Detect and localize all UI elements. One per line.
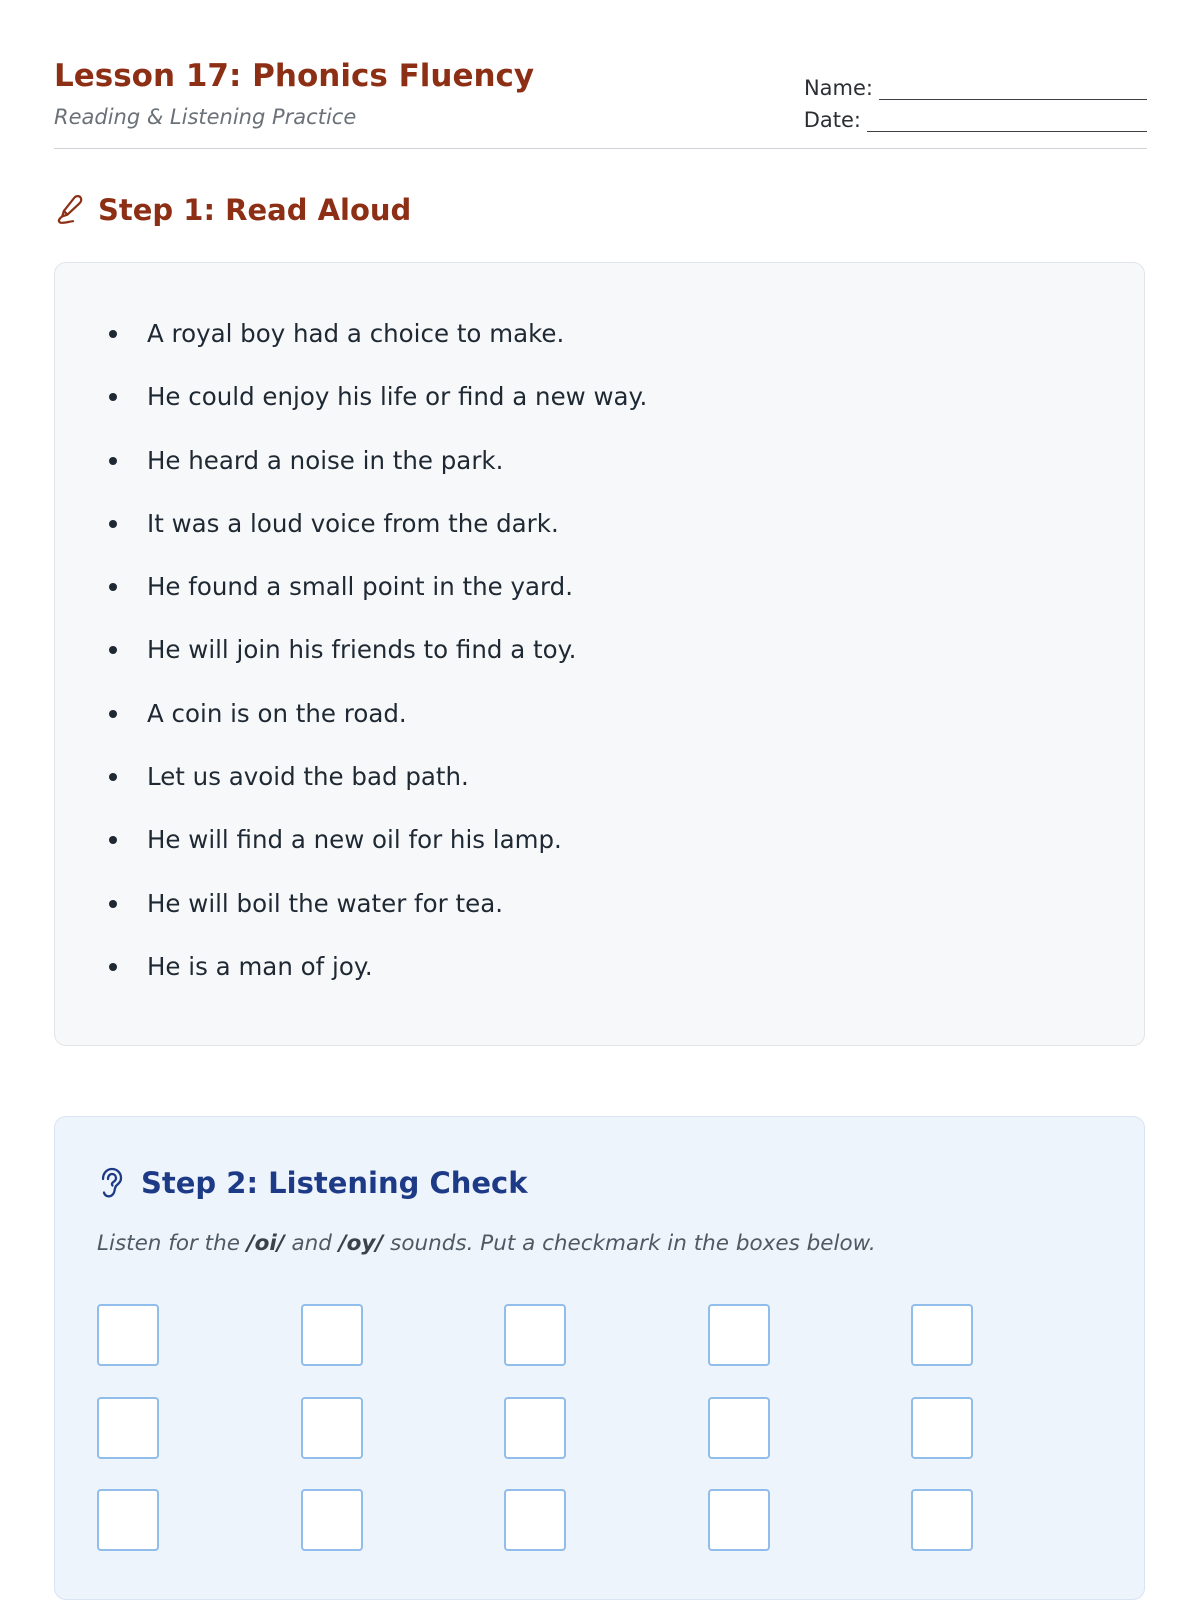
name-field[interactable]	[879, 73, 1147, 100]
sentence-text: He will join his friends to find a toy.	[147, 635, 577, 665]
instructions-text-3: sounds. Put a checkmark in the boxes below.	[383, 1231, 876, 1256]
student-info	[797, 68, 1147, 132]
checkbox[interactable]	[301, 1397, 363, 1459]
ear-icon	[97, 1166, 125, 1200]
sound-oi: /oi/	[246, 1231, 285, 1256]
sentence-text: He heard a noise in the park.	[147, 445, 504, 475]
read-aloud-panel	[54, 262, 1145, 1046]
date-label: Date:	[803, 108, 861, 132]
listening-instructions	[97, 1231, 876, 1256]
sound-oy: /oy/	[338, 1231, 384, 1256]
listening-check-panel	[54, 1116, 1145, 1600]
bullet-icon	[109, 457, 117, 465]
pen-icon	[54, 193, 84, 227]
checkbox[interactable]	[708, 1304, 770, 1366]
bullet-icon	[109, 710, 117, 718]
bullet-icon	[109, 963, 117, 971]
worksheet-header	[54, 0, 1147, 149]
sentence-text: It was a loud voice from the dark.	[147, 508, 559, 538]
sentence-text: He could enjoy his life or find a new way.	[147, 382, 648, 412]
sentence-text: He will find a new oil for his lamp.	[147, 825, 562, 855]
bullet-icon	[109, 900, 117, 908]
checkbox[interactable]	[301, 1304, 363, 1366]
checkbox[interactable]	[911, 1304, 973, 1366]
date-row	[797, 100, 1147, 132]
step2-title: Step 2: Listening Check	[141, 1166, 528, 1200]
instructions-text-2: and	[284, 1231, 339, 1256]
bullet-icon	[109, 393, 117, 401]
bullet-icon	[109, 773, 117, 781]
sentence-text: Let us avoid the bad path.	[147, 762, 469, 792]
name-row	[797, 68, 1147, 100]
checkbox[interactable]	[97, 1489, 159, 1551]
name-label: Name:	[803, 76, 873, 100]
checkbox[interactable]	[301, 1489, 363, 1551]
checkbox[interactable]	[708, 1397, 770, 1459]
sentence-text: A royal boy had a choice to make.	[147, 319, 565, 348]
checkbox-grid	[97, 1304, 997, 1562]
date-field[interactable]	[867, 105, 1147, 132]
worksheet-page	[54, 0, 1147, 1256]
bullet-icon	[109, 646, 117, 654]
lesson-title: Lesson 17: Phonics Fluency	[54, 58, 535, 94]
sentence-text: He found a small point in the yard.	[147, 572, 574, 602]
checkbox[interactable]	[708, 1489, 770, 1551]
checkbox[interactable]	[911, 1397, 973, 1459]
step1-heading	[54, 192, 411, 228]
checkbox[interactable]	[504, 1304, 566, 1366]
checkbox[interactable]	[504, 1397, 566, 1459]
checkbox[interactable]	[97, 1397, 159, 1459]
bullet-icon	[109, 836, 117, 844]
checkbox[interactable]	[911, 1489, 973, 1551]
step1-title: Step 1: Read Aloud	[98, 193, 412, 227]
lesson-subtitle: Reading & Listening Practice	[54, 105, 357, 129]
instructions-text-1: Listen for the	[97, 1231, 247, 1256]
bullet-icon	[109, 583, 117, 591]
bullet-icon	[109, 520, 117, 528]
checkbox[interactable]	[97, 1304, 159, 1366]
sentence-text: He will boil the water for tea.	[147, 888, 504, 918]
sentence-text: He is a man of joy.	[147, 951, 373, 981]
sentence-text: A coin is on the road.	[147, 698, 407, 728]
bullet-icon	[109, 330, 117, 338]
checkbox[interactable]	[504, 1489, 566, 1551]
step2-heading	[97, 1165, 528, 1201]
